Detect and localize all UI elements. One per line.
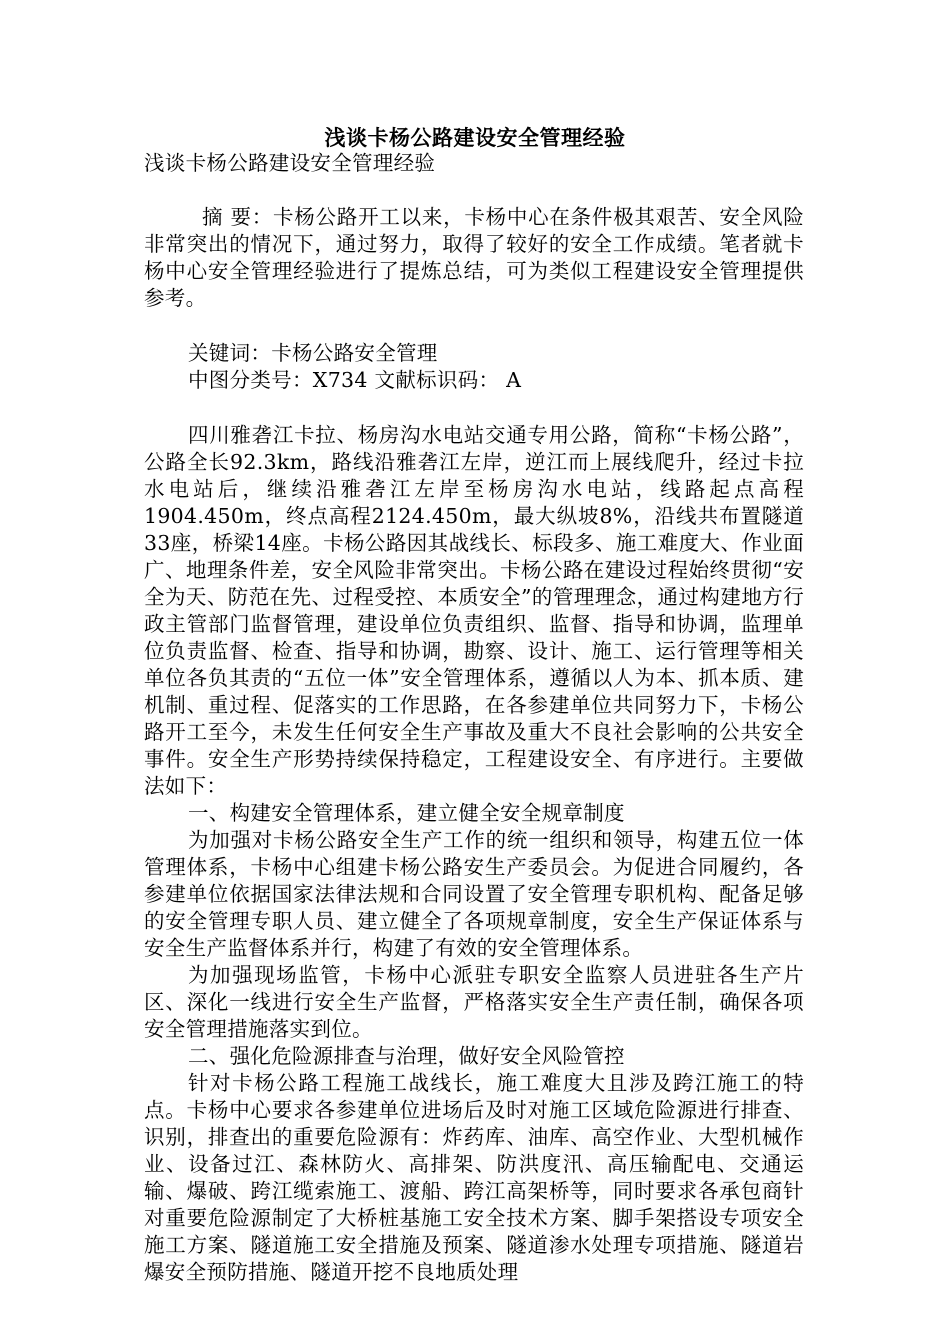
- spacer: [144, 177, 804, 204]
- spacer: [144, 394, 804, 422]
- section-heading: 二、强化危险源排查与治理，做好安全风险管控: [188, 1044, 625, 1068]
- body-paragraph: 为加强现场监管，卡杨中心派驻专职安全监察人员进驻各生产片区、深化一线进行安全生产监督，严格落实安全生产责任制，确保各项安全管理措施落实到位。: [144, 963, 804, 1041]
- document-subtitle: 浅谈卡杨公路建设安全管理经验: [144, 151, 436, 175]
- body-paragraph: 针对卡杨公路工程施工战线长，施工难度大且涉及跨江施工的特点。卡杨中心要求各参建单位进场后及时对施工区域危险源进行排查、识别，排查出的重要危险源有：炸药库、油库、高空作业、大型机械作业、设备过江、森林防火、高排架、防洪度汛、高压输配电、交通运输、爆破、跨江缆索施工、渡船、跨江高架桥等，同时要求各承包商针对重要危险源制定了大桥桩基施工安全技术方案、脚手架搭设专项安全施工方案、隧道施工安全措施及预案、隧道渗水处理专项措施、隧道岩爆安全预防措施、隧道开挖不良地质处理: [144, 1071, 804, 1284]
- body-paragraph: 为加强对卡杨公路安全生产工作的统一组织和领导，构建五位一体管理体系，卡杨中心组建卡杨公路安生产委员会。为促进合同履约，各参建单位依据国家法律法规和合同设置了安全管理专职机构、配备足够的安全管理专职人员、建立健全了各项规章制度，安全生产保证体系与安全生产监督体系并行，构建了有效的安全管理体系。: [144, 828, 804, 960]
- keywords-line: 关键词：卡杨公路安全管理: [188, 341, 438, 365]
- spacer: [144, 312, 804, 340]
- classification-line: 中图分类号：X734 文献标识码： A: [188, 368, 522, 392]
- abstract-paragraph: 摘 要：卡杨公路开工以来，卡杨中心在条件极其艰苦、安全风险非常突出的情况下，通过努力，取得了较好的安全工作成绩。笔者就卡杨中心安全管理经验进行了提炼总结，可为类似工程建设安全管理提供参考。: [144, 205, 804, 310]
- body-paragraph: 四川雅砻江卡拉、杨房沟水电站交通专用公路，简称“卡杨公路”，公路全长92.3km，路线沿雅砻江左岸，逆江而上展线爬升，经过卡拉水电站后，继续沿雅砻江左岸至杨房沟水电站，线路起点高程1904.450m，终点高程2124.450m，最大纵坡8%，沿线共布置隧道33座，桥梁14座。卡杨公路因其战线长、标段多、施工难度大、作业面广、地理条件差，安全风险非常突出。卡杨公路在建设过程始终贯彻“安全为天、防范在先、过程受控、本质安全”的管理理念，通过构建地方行政主管部门监督管理，建设单位负责组织、监督、指导和协调，监理单位负责监督、检查、指导和协调，勘察、设计、施工、运行管理等相关单位各负其责的“五位一体”安全管理体系，遵循以人为本、抓本质、建机制、重过程、促落实的工作思路，在各参建单位共同努力下，卡杨公路开工至今，未发生任何安全生产事故及重大不良社会影响的公共安全事件。安全生产形势持续保持稳定，工程建设安全、有序进行。主要做法如下：: [144, 423, 804, 798]
- document-title: 浅谈卡杨公路建设安全管理经验: [324, 125, 626, 150]
- document-body: [144, 150, 804, 1286]
- section-heading: 一、构建安全管理体系，建立健全安全规章制度: [188, 801, 625, 825]
